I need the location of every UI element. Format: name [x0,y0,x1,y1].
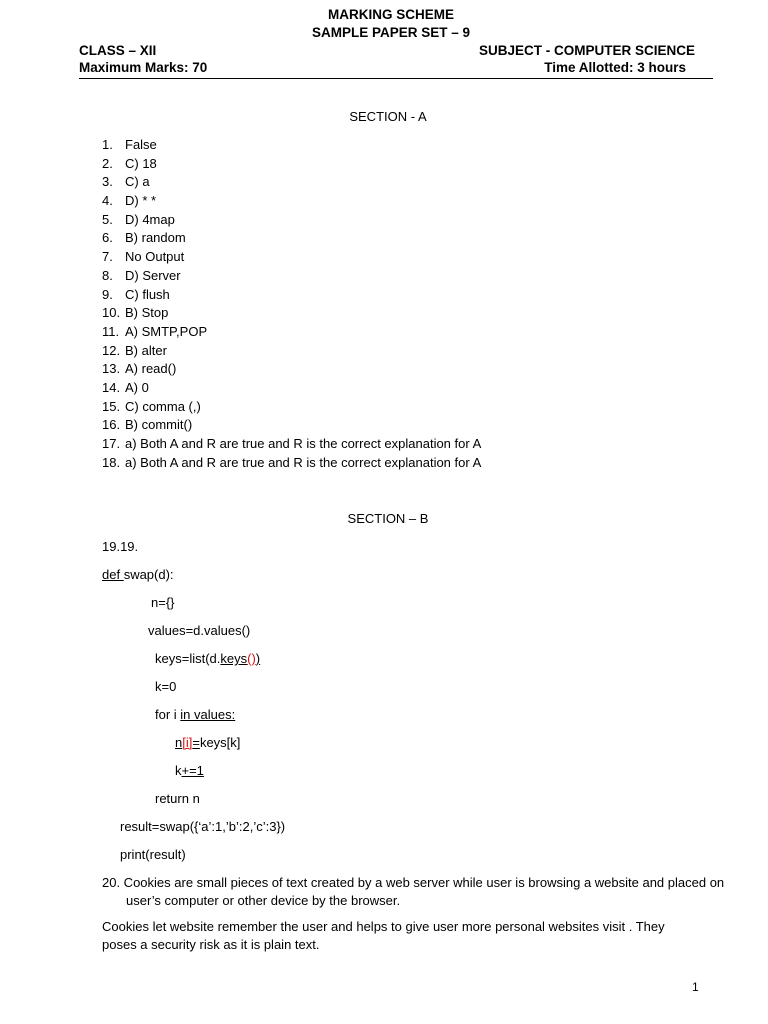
answer-item [102,323,481,342]
code-for-part2: in values: [180,707,236,722]
section-b-title: SECTION – B [347,511,429,526]
code-inc-var: k [175,763,182,778]
answer-number: 8. [102,267,113,283]
code-line-for [155,707,235,722]
answer-number: 18. [102,454,121,470]
answer-item [102,136,481,155]
answer-number: 9. [102,286,113,302]
question-20-answer: 20. Cookies are small pieces of text created by a web server while user is browsing a website and placed on user’s computer or other device by the browser. [102,875,725,908]
answer-number: 13. [102,361,121,377]
answer-number: 5. [102,211,113,227]
answer-item [102,360,481,379]
code-keys-close: ) [255,651,261,666]
answer-number: 17. [102,436,121,451]
answer-text: B) commit() [125,417,193,433]
answer-item [102,304,481,323]
answer-text: False [125,137,157,152]
section-a-answer-list [102,136,481,472]
answer-text: C) flush [125,286,170,302]
code-line-n-init: n={} [151,595,175,610]
section-a-title: SECTION - A [349,109,427,124]
class-label: CLASS – XII [79,43,157,58]
code-def-signature: swap(d): [123,567,174,582]
answer-number: 6. [102,230,113,246]
answer-item [102,173,481,192]
answer-item [102,435,481,454]
code-line-increment [175,763,204,778]
code-line-values: values=d.values() [148,623,251,638]
answer-text: C) comma (,) [125,398,201,414]
code-line-def [102,567,174,582]
code-assign-eq: = [192,735,200,750]
answer-number: 7. [102,249,113,265]
code-keys-part1: keys=list(d. [155,651,221,666]
code-assign-index: [i] [182,735,193,750]
answer-number: 11. [102,323,120,339]
answer-text: C) a [125,174,150,190]
max-marks: Maximum Marks: 70 [79,60,208,75]
answer-text: C) 18 [125,155,157,171]
answer-text: B) random [125,230,186,246]
page-number: 1 [692,980,699,994]
code-line-keys [155,651,260,666]
answer-text: A) read() [125,361,177,377]
answer-text: A) SMTP,POP [125,323,208,339]
code-line-return: return n [155,791,200,806]
answer-item [102,248,481,267]
code-assign-n: n [175,735,183,750]
answer-item [102,155,481,174]
code-line-k-init: k=0 [155,679,177,694]
answer-item [102,211,481,230]
answer-item [102,398,481,417]
answer-text: D) * * [125,193,157,209]
marking-scheme-title: MARKING SCHEME [327,7,454,22]
header-divider [79,78,713,79]
answer-text: a) Both A and R are true and R is the correct explanation for A [125,436,482,451]
answer-number: 2. [102,155,113,171]
sample-paper-title: SAMPLE PAPER SET – 9 [311,25,471,40]
answer-number: 10. [102,305,121,321]
answer-text: a) Both A and R are true and R is the correct explanation for A [125,454,482,470]
answer-number: 3. [102,174,113,190]
answer-text: D) 4map [125,211,175,227]
answer-number: 12. [102,342,121,358]
time-allotted: Time Allotted: 3 hours [544,60,686,75]
answer-item [102,229,481,248]
code-keys-part2: keys [220,651,248,666]
answer-text: B) alter [125,342,167,358]
code-line-print: print(result) [120,847,186,862]
answer-item [102,454,481,473]
code-keys-parens: () [247,651,256,666]
code-line-assign [175,735,240,750]
answer-item [102,286,481,305]
answer-item [102,342,481,361]
code-def-keyword: def [102,567,124,582]
answer-text: No Output [125,249,185,265]
answer-number: 4. [102,193,113,209]
answer-text: D) Server [125,267,181,283]
answer-number: 15. [102,398,121,414]
answer-number: 14. [102,379,121,395]
question-19-label: 19.19. [102,539,139,554]
answer-item [102,192,481,211]
question-20-cookies-paragraph: Cookies let website remember the user and helps to give user more personal websites visit . They poses a security risk as it is plain text. [102,919,665,952]
code-inc-op: +=1 [181,763,204,778]
code-line-result: result=swap({‘a’:1,’b’:2,’c’:3}) [120,819,286,834]
answer-item [102,379,481,398]
answer-text: A) 0 [125,379,149,395]
answer-text: B) Stop [125,305,169,321]
answer-item [102,267,481,286]
answer-item [102,416,481,435]
subject-label: SUBJECT - COMPUTER SCIENCE [478,43,695,58]
answer-number: 16. [102,417,121,433]
code-assign-value: keys[k] [199,735,241,750]
answer-number: 1. [102,137,113,152]
code-for-part1: for i [155,707,181,722]
